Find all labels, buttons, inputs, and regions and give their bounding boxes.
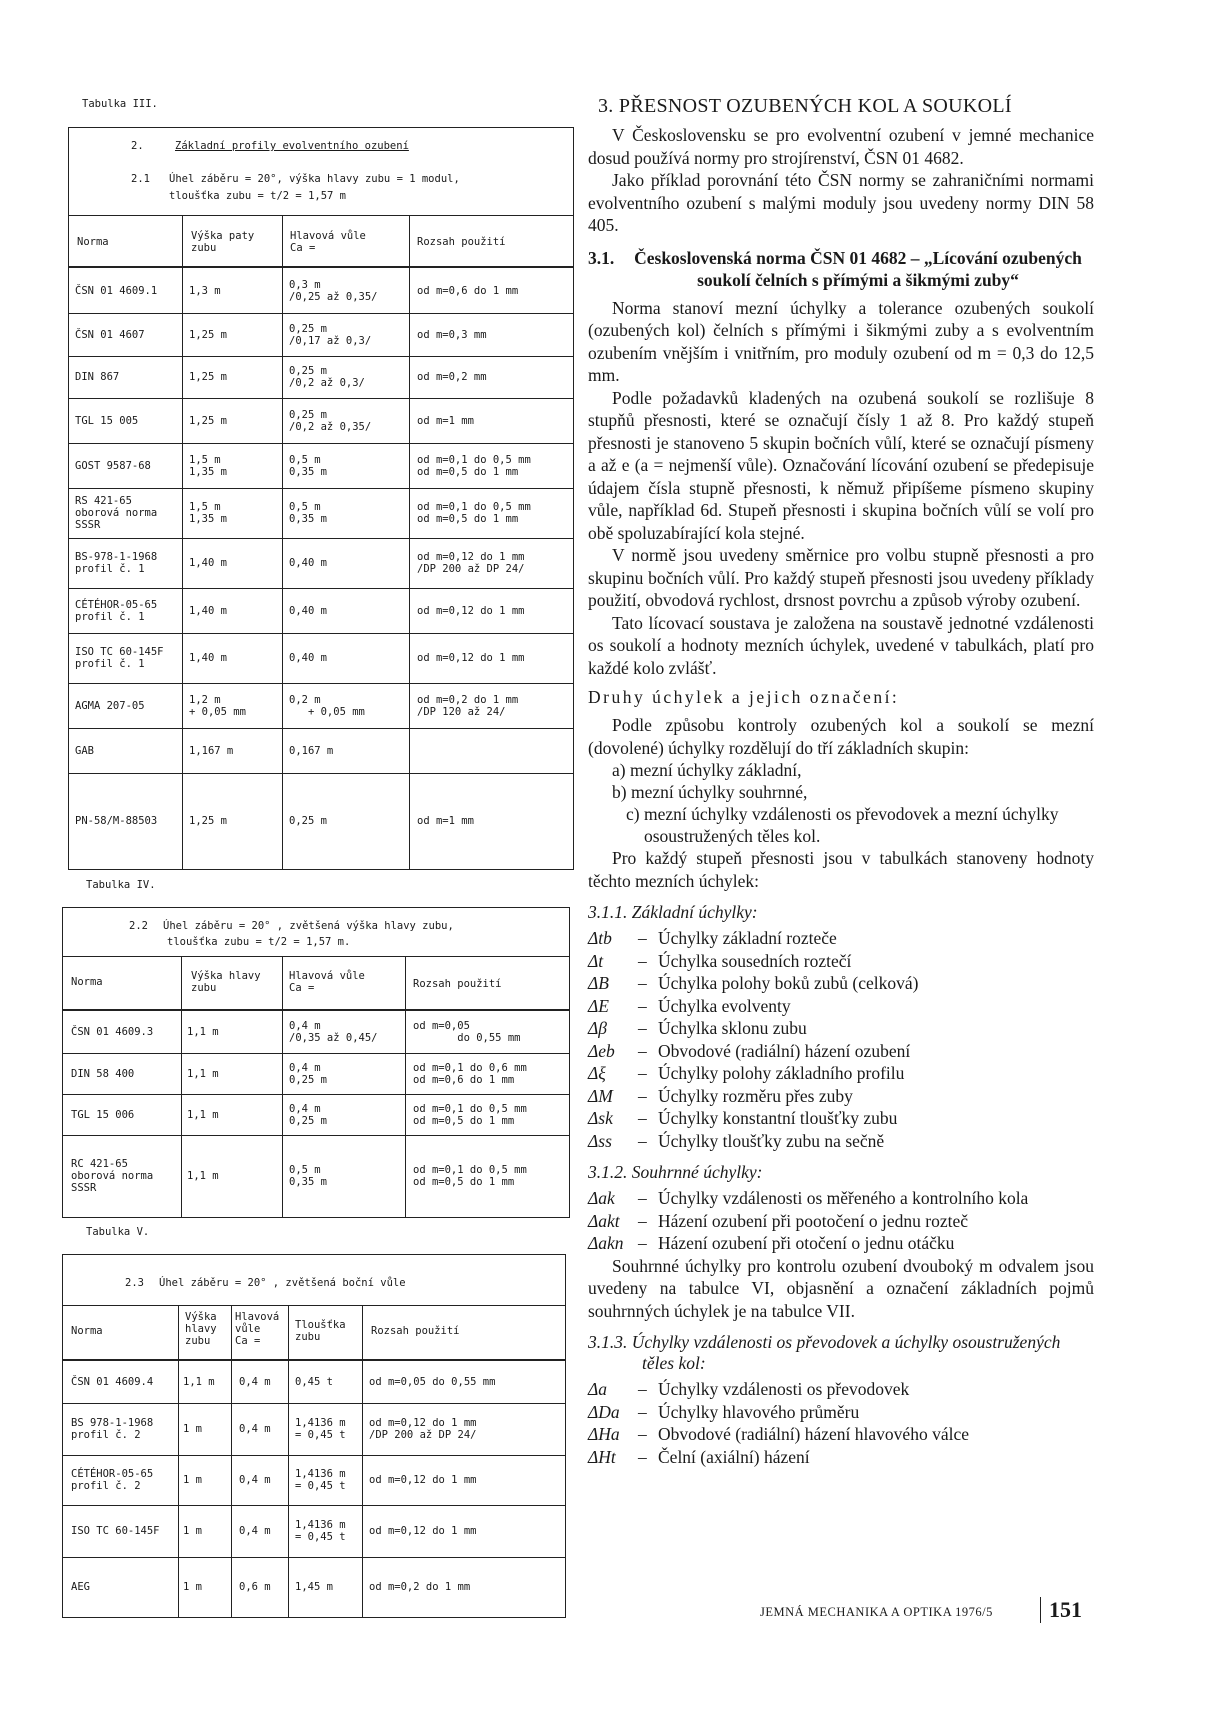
table-4-header-norma: Norma — [71, 976, 103, 988]
dash: – — [638, 1424, 647, 1444]
paragraph-1: V Československu se pro evolventní ozubení v jemné mechanice dosud používá normy pro strojírenství, ČSN 01 4682. — [588, 125, 1094, 168]
deviation-item — [588, 1130, 1094, 1153]
deviation-item — [588, 1107, 1094, 1130]
table-3-line1-num: 2. — [131, 140, 144, 152]
table-cell: 0,3 m /0,25 až 0,35/ — [289, 278, 378, 303]
paragraph-7: Podle způsobu kontroly ozubených kol a soukolí se mezní (dovolené) úchylky rozdělují do tří základních skupin: — [588, 715, 1094, 758]
dash: – — [638, 1233, 647, 1253]
deviation-item — [588, 1232, 1094, 1255]
deviation-symbol: ΔDa — [588, 1401, 620, 1422]
table-cell: 1,1 m — [187, 1067, 219, 1080]
deviation-item — [588, 1187, 1094, 1210]
table-cell: od m=0,1 do 0,6 mm od m=0,6 do 1 mm — [413, 1061, 527, 1086]
deviation-text: Úchylka sousedních roztečí — [658, 950, 852, 971]
deviation-symbol: ΔHa — [588, 1424, 620, 1444]
table-4-line1-num: 2.2 — [129, 920, 148, 932]
section-heading: 3. PŘESNOST OZUBENÝCH KOL A SOUKOLÍ — [598, 95, 1012, 117]
deviation-text: Úchylky rozměru přes zuby — [658, 1085, 853, 1106]
table-3-line2-num: 2.1 — [131, 173, 150, 185]
deviation-text: Úchylky vzdálenosti os převodovek — [658, 1379, 910, 1399]
table-cell: od m=0,2 mm — [417, 371, 487, 383]
table-cell: AEG — [71, 1581, 90, 1593]
table-cell: 1,25 m — [189, 815, 227, 827]
deviation-item — [588, 1040, 1094, 1063]
deviation-item — [588, 927, 1094, 950]
table-cell: 0,40 m — [289, 557, 327, 569]
table-cell: AGMA 207-05 — [75, 699, 145, 712]
table-cell: 0,4 m 0,25 m — [289, 1061, 327, 1086]
table-cell: od m=0,05 do 0,55 mm — [413, 1020, 521, 1044]
table-cell: ČSN 01 4609.3 — [71, 1026, 154, 1038]
subsection-3-1-number: 3.1. — [588, 247, 615, 268]
paragraph-4: Podle požadavků kladených na ozubená soukolí se rozlišuje 8 stupňů přesnosti, které se označují čísly 1 až 8. Pro každý stupeň přesnosti je stanoveno 5 skupin bočních vůlí, které se označují písmeny a až e (a = nejmenší vůle). Označování lícování ozubení se předepisuje údajem čísla stupně přesnosti, k němuž připíšeme písmeno skupiny vůle, například 6d. Stupeň přesnosti i skupina bočních vůlí se volí pro obě spoluzabírající kola stejné. — [588, 387, 1094, 543]
deviation-item — [588, 1378, 1094, 1401]
table-3 — [68, 127, 574, 870]
table-cell: BS 978-1-1968 profil č. 2 — [71, 1417, 154, 1441]
table-5-line1-num: 2.3 — [125, 1277, 144, 1289]
table-4 — [62, 907, 570, 1218]
table-cell: RC 421-65 oborová norma SSSR — [71, 1158, 154, 1194]
dash: – — [638, 1040, 647, 1061]
table-5-header-vyska: Výška hlavy zubu — [185, 1311, 217, 1347]
deviation-symbol: ΔHt — [588, 1446, 616, 1467]
deviation-text: Úchylky tloušťky zubu na sečně — [658, 1130, 885, 1151]
table-cell: 0,25 m /0,17 až 0,3/ — [289, 322, 372, 347]
table-cell: 0,4 m — [239, 1376, 271, 1388]
axis-deviations-list — [588, 1378, 1094, 1468]
table-cell: 1,4136 m = 0,45 t — [295, 1417, 346, 1441]
tables-column — [0, 0, 600, 1725]
table-5 — [62, 1254, 566, 1618]
deviation-symbol: Δa — [588, 1379, 608, 1399]
list-item: b) mezní úchylky souhrnné, — [612, 782, 808, 802]
table-cell: 1,4136 m = 0,45 t — [295, 1519, 346, 1543]
table-cell: 1,40 m — [189, 604, 227, 617]
table-3-line1-text: Základní profily evolventního ozubení — [175, 140, 409, 152]
deviation-text: Úchylka polohy boků zubů (celková) — [658, 973, 919, 993]
subsection-3-1-title: Československá norma ČSN 01 4682 – „Lícování ozubených soukolí čelních s přímými a šikmými zuby“ — [634, 247, 1082, 290]
table-5-header-vule: Hlavová vůle Ca = — [235, 1311, 280, 1347]
table-cell: 0,5 m 0,35 m — [289, 501, 327, 525]
deviation-symbol: Δakt — [588, 1210, 620, 1231]
table-cell: 1,5 m 1,35 m — [189, 501, 227, 525]
table-cell: 1,167 m — [189, 744, 234, 757]
paragraph-6: Tato lícovací soustava je založena na soustavě jednotné vzdálenosti os soukolí a hodnoty mezních úchylek, uvedené v tabulkách, platí pro každé kolo zvlášť. — [588, 612, 1094, 678]
table-cell: 0,4 m — [239, 1525, 271, 1537]
deviation-text: Úchylky konstantní tloušťky zubu — [658, 1108, 898, 1128]
table-cell: 0,40 m — [289, 604, 327, 617]
deviation-symbol: Δt — [588, 950, 604, 971]
list-item: c) mezní úchylky vzdálenosti os převodovek a mezní úchylky osoustružených těles kol. — [626, 804, 1059, 846]
table-cell: 1,25 m — [189, 371, 227, 383]
dash: – — [638, 1210, 647, 1231]
table-cell: od m=0,1 do 0,5 mm od m=0,5 do 1 mm — [417, 501, 531, 525]
table-cell: 1,1 m — [187, 1170, 219, 1182]
deviation-symbol: Δak — [588, 1188, 615, 1208]
table-cell: 1 m — [183, 1581, 202, 1593]
table-4-header-vule: Hlavová vůle Ca = — [289, 970, 365, 994]
dash: – — [638, 1446, 647, 1467]
table-cell: od m=1 mm — [417, 815, 474, 827]
table-cell: DIN 867 — [75, 371, 120, 383]
deviation-text: Házení ozubení při pootočení o jednu rozteč — [658, 1210, 969, 1231]
deviation-item — [588, 995, 1094, 1018]
table-cell: 0,40 m — [289, 652, 327, 664]
table-3-line2-text: Úhel záběru = 20°, výška hlavy zubu = 1 modul, — [169, 173, 460, 185]
dash: – — [638, 1401, 647, 1422]
table-cell: 0,2 m + 0,05 mm — [289, 693, 365, 718]
dash: – — [638, 928, 647, 948]
dash: – — [638, 1085, 647, 1106]
table-cell: 0,167 m — [289, 744, 334, 757]
summary-deviations-list — [588, 1187, 1094, 1255]
table-cell: GAB — [75, 744, 94, 757]
deviation-symbol: Δξ — [588, 1063, 606, 1083]
table-4-header-rozsah: Rozsah použití — [413, 978, 502, 990]
paragraph-5: V normě jsou uvedeny směrnice pro volbu stupně přesnosti a pro skupinu bočních vůlí. Pro každý stupeň přesnosti jsou uvedeny příklady použití, obvodová rychlost, drsnost povrchu a způsob výroby ozubení. — [588, 545, 1094, 610]
table-cell: DIN 58 400 — [71, 1067, 135, 1080]
journal-footer: JEMNÁ MECHANIKA A OPTIKA 1976/5 — [760, 1605, 993, 1619]
table-cell: 0,4 m 0,25 m — [289, 1102, 327, 1127]
table-cell: BS-978-1-1968 profil č. 1 — [75, 551, 158, 575]
deviation-symbol: ΔE — [588, 995, 609, 1016]
deviation-symbol: Δeb — [588, 1040, 615, 1061]
table-3-header-vule: Hlavová vůle Ca = — [290, 230, 366, 254]
deviation-text: Čelní (axiální) házení — [658, 1446, 810, 1467]
table-cell: 1,1 m — [183, 1376, 215, 1388]
deviation-text: Úchylky polohy základního profilu — [658, 1063, 905, 1083]
list-item: a) mezní úchylky základní, — [612, 760, 802, 780]
table-cell: od m=0,6 do 1 mm — [417, 284, 519, 297]
deviation-item — [588, 1062, 1094, 1085]
subsection-3-1-2-heading: 3.1.2. Souhrnné úchylky: — [588, 1162, 763, 1182]
deviation-text: Úchylky hlavového průměru — [658, 1401, 860, 1422]
table-cell: RS 421-65 oborová norma SSSR — [75, 495, 158, 531]
deviation-item — [588, 1446, 1094, 1469]
table-cell: 1,3 m — [189, 284, 221, 297]
paragraph-3: Norma stanoví mezní úchylky a tolerance ozubených soukolí (ozubených kol) čelních s přímými i šikmými zuby a s evolventním ozubením vnějším i vnitřním, pro moduly ozubení od m = 0,3 do 12,5 mm. — [588, 297, 1094, 385]
dash: – — [638, 1379, 647, 1399]
deviation-symbol: ΔB — [588, 973, 609, 993]
table-cell: od m=0,1 do 0,5 mm od m=0,5 do 1 mm — [417, 453, 531, 478]
deviation-item — [588, 1423, 1094, 1446]
table-cell: ISO TC 60-145F — [71, 1525, 160, 1537]
table-cell: ČSN 01 4609.4 — [71, 1376, 154, 1388]
table-cell: ČSN 01 4609.1 — [75, 284, 158, 297]
table-cell: CÉTÉHOR-05-65 profil č. 2 — [71, 1468, 154, 1492]
subsection-3-1-3-heading: 3.1.3. Úchylky vzdálenosti os převodovek a úchylky osoustružených těles kol: — [588, 1332, 1061, 1373]
table-cell: od m=0,12 do 1 mm /DP 200 až DP 24/ — [369, 1417, 477, 1441]
table-cell: od m=0,1 do 0,5 mm od m=0,5 do 1 mm — [413, 1164, 527, 1188]
table-cell: 0,6 m — [239, 1581, 271, 1593]
table-cell: 0,5 m 0,35 m — [289, 1164, 327, 1188]
deviation-item — [588, 972, 1094, 995]
table-cell: TGL 15 006 — [71, 1108, 135, 1121]
table-cell: od m=0,3 mm — [417, 328, 487, 341]
table-3-header-vyska: Výška paty zubu — [191, 230, 255, 254]
paragraph-8: Pro každý stupeň přesnosti jsou v tabulkách stanoveny hodnoty těchto mezních úchylek: — [588, 848, 1094, 891]
table-cell: 0,25 m — [289, 815, 327, 827]
table-cell: 0,5 m 0,35 m — [289, 453, 327, 478]
dash: – — [638, 995, 647, 1016]
table-5-header-tloustka: Tloušťka zubu — [295, 1319, 346, 1343]
table-3-line3-text: tloušťka zubu = t/2 = 1,57 m — [169, 190, 347, 202]
dash: – — [638, 1063, 647, 1083]
table-cell: od m=0,2 do 1 mm /DP 120 až 24/ — [417, 693, 519, 718]
table-cell: 1,1 m — [187, 1108, 219, 1121]
deviation-item — [588, 1085, 1094, 1108]
table-cell: CÉTÉHOR-05-65 profil č. 1 — [75, 598, 158, 623]
deviation-text: Úchylky vzdálenosti os měřeného a kontrolního kola — [658, 1188, 1029, 1208]
deviation-text: Obvodové (radiální) házení hlavového válce — [658, 1424, 969, 1444]
table-cell: 1 m — [183, 1474, 202, 1486]
deviation-text: Úchylky základní rozteče — [658, 928, 837, 948]
deviation-symbol: Δtb — [588, 928, 612, 948]
subsection-3-1-heading — [588, 247, 1094, 291]
table-cell: 1,5 m 1,35 m — [189, 453, 227, 478]
table-4-line2-text: tloušťka zubu = t/2 = 1,57 m. — [167, 936, 351, 948]
table-cell: od m=0,12 do 1 mm — [417, 604, 525, 617]
table-cell: 1,25 m — [189, 328, 227, 341]
page-number: 151 — [1040, 1597, 1082, 1623]
table-4-label: Tabulka IV. — [86, 879, 156, 891]
table-cell: 1,25 m — [189, 414, 227, 427]
deviation-symbol: Δβ — [588, 1018, 607, 1038]
deviation-item — [588, 1210, 1094, 1233]
table-cell: od m=0,05 do 0,55 mm — [369, 1376, 496, 1388]
dash: – — [638, 1018, 647, 1038]
table-cell: od m=0,12 do 1 mm — [369, 1474, 477, 1486]
table-cell: od m=1 mm — [417, 414, 474, 427]
deviation-text: Házení ozubení při otočení o jednu otáčku — [658, 1233, 955, 1253]
table-cell: 0,4 m /0,35 až 0,45/ — [289, 1020, 378, 1044]
table-cell: 1,40 m — [189, 652, 227, 664]
deviation-symbol: ΔM — [588, 1085, 613, 1106]
deviation-item — [588, 1401, 1094, 1424]
dash: – — [638, 1130, 647, 1151]
table-cell: 0,4 m — [239, 1474, 271, 1486]
deviation-symbol: Δakn — [588, 1233, 624, 1253]
paragraph-9: Souhrnné úchylky pro kontrolu ozubení dvouboký m odvalem jsou uvedeny na tabulce VI, objasnění a označení základních pojmů souhrnných úchylek je na tabulce VII. — [588, 1255, 1094, 1321]
table-cell: od m=0,12 do 1 mm — [417, 652, 525, 664]
dash: – — [638, 1188, 647, 1208]
table-cell: 0,25 m /0,2 až 0,35/ — [289, 408, 372, 433]
paragraph-2: Jako příklad porovnání této ČSN normy se zahraničními normami evolventního ozubení s malými moduly jsou uvedeny normy DIN 58 405. — [588, 170, 1094, 235]
table-cell: GOST 9587-68 — [75, 459, 151, 472]
table-cell: od m=0,12 do 1 mm /DP 200 až DP 24/ — [417, 551, 525, 575]
deviation-text: Úchylka sklonu zubu — [658, 1018, 807, 1038]
table-3-header-norma: Norma — [77, 236, 109, 248]
dash: – — [638, 973, 647, 993]
table-4-header-vyska: Výška hlavy zubu — [191, 970, 261, 994]
table-cell: 1,4136 m = 0,45 t — [295, 1468, 346, 1492]
table-cell: 1 m — [183, 1525, 202, 1537]
table-cell: PN-58/M-88503 — [75, 815, 158, 827]
subsection-3-1-1-heading: 3.1.1. Základní úchylky: — [588, 902, 758, 922]
dash: – — [638, 1108, 647, 1128]
deviation-groups-list — [588, 759, 1094, 847]
table-cell: 1,45 m — [295, 1581, 333, 1593]
deviation-text: Obvodové (radiální) házení ozubení — [658, 1040, 911, 1061]
table-cell: ČSN 01 4607 — [75, 328, 145, 341]
deviation-text: Úchylka evolventy — [658, 995, 791, 1016]
table-5-label: Tabulka V. — [86, 1226, 150, 1238]
table-4-line1-text: Úhel záběru = 20° , zvětšená výška hlavy zubu, — [163, 920, 454, 932]
table-cell: 1,1 m — [187, 1026, 219, 1038]
deviation-item — [588, 1017, 1094, 1040]
table-cell: 1 m — [183, 1423, 202, 1435]
table-3-label: Tabulka III. — [82, 98, 158, 110]
dash: – — [638, 950, 647, 971]
table-cell: 1,40 m — [189, 557, 227, 569]
table-cell: od m=0,2 do 1 mm — [369, 1581, 471, 1593]
table-cell: od m=0,1 do 0,5 mm od m=0,5 do 1 mm — [413, 1102, 527, 1127]
table-cell: 0,25 m /0,2 až 0,3/ — [289, 365, 365, 389]
basic-deviations-list — [588, 927, 1094, 1152]
table-5-header-rozsah: Rozsah použití — [371, 1325, 460, 1337]
table-5-header-norma: Norma — [71, 1325, 103, 1337]
druhy-heading: Druhy úchylek a jejich označení: — [588, 687, 900, 707]
table-cell: ISO TC 60-145F profil č. 1 — [75, 646, 164, 670]
table-cell: TGL 15 005 — [75, 414, 139, 427]
table-cell: 0,4 m — [239, 1423, 271, 1435]
table-cell: 1,2 m + 0,05 mm — [189, 693, 246, 718]
table-cell: od m=0,12 do 1 mm — [369, 1525, 477, 1537]
article-column — [588, 95, 1094, 1468]
table-5-line1-text: Úhel záběru = 20° , zvětšená boční vůle — [159, 1277, 406, 1289]
deviation-item — [588, 950, 1094, 973]
deviation-symbol: Δsk — [588, 1108, 613, 1128]
table-cell: 0,45 t — [295, 1376, 333, 1388]
deviation-symbol: Δss — [588, 1130, 612, 1151]
table-3-header-rozsah: Rozsah použití — [417, 236, 506, 248]
